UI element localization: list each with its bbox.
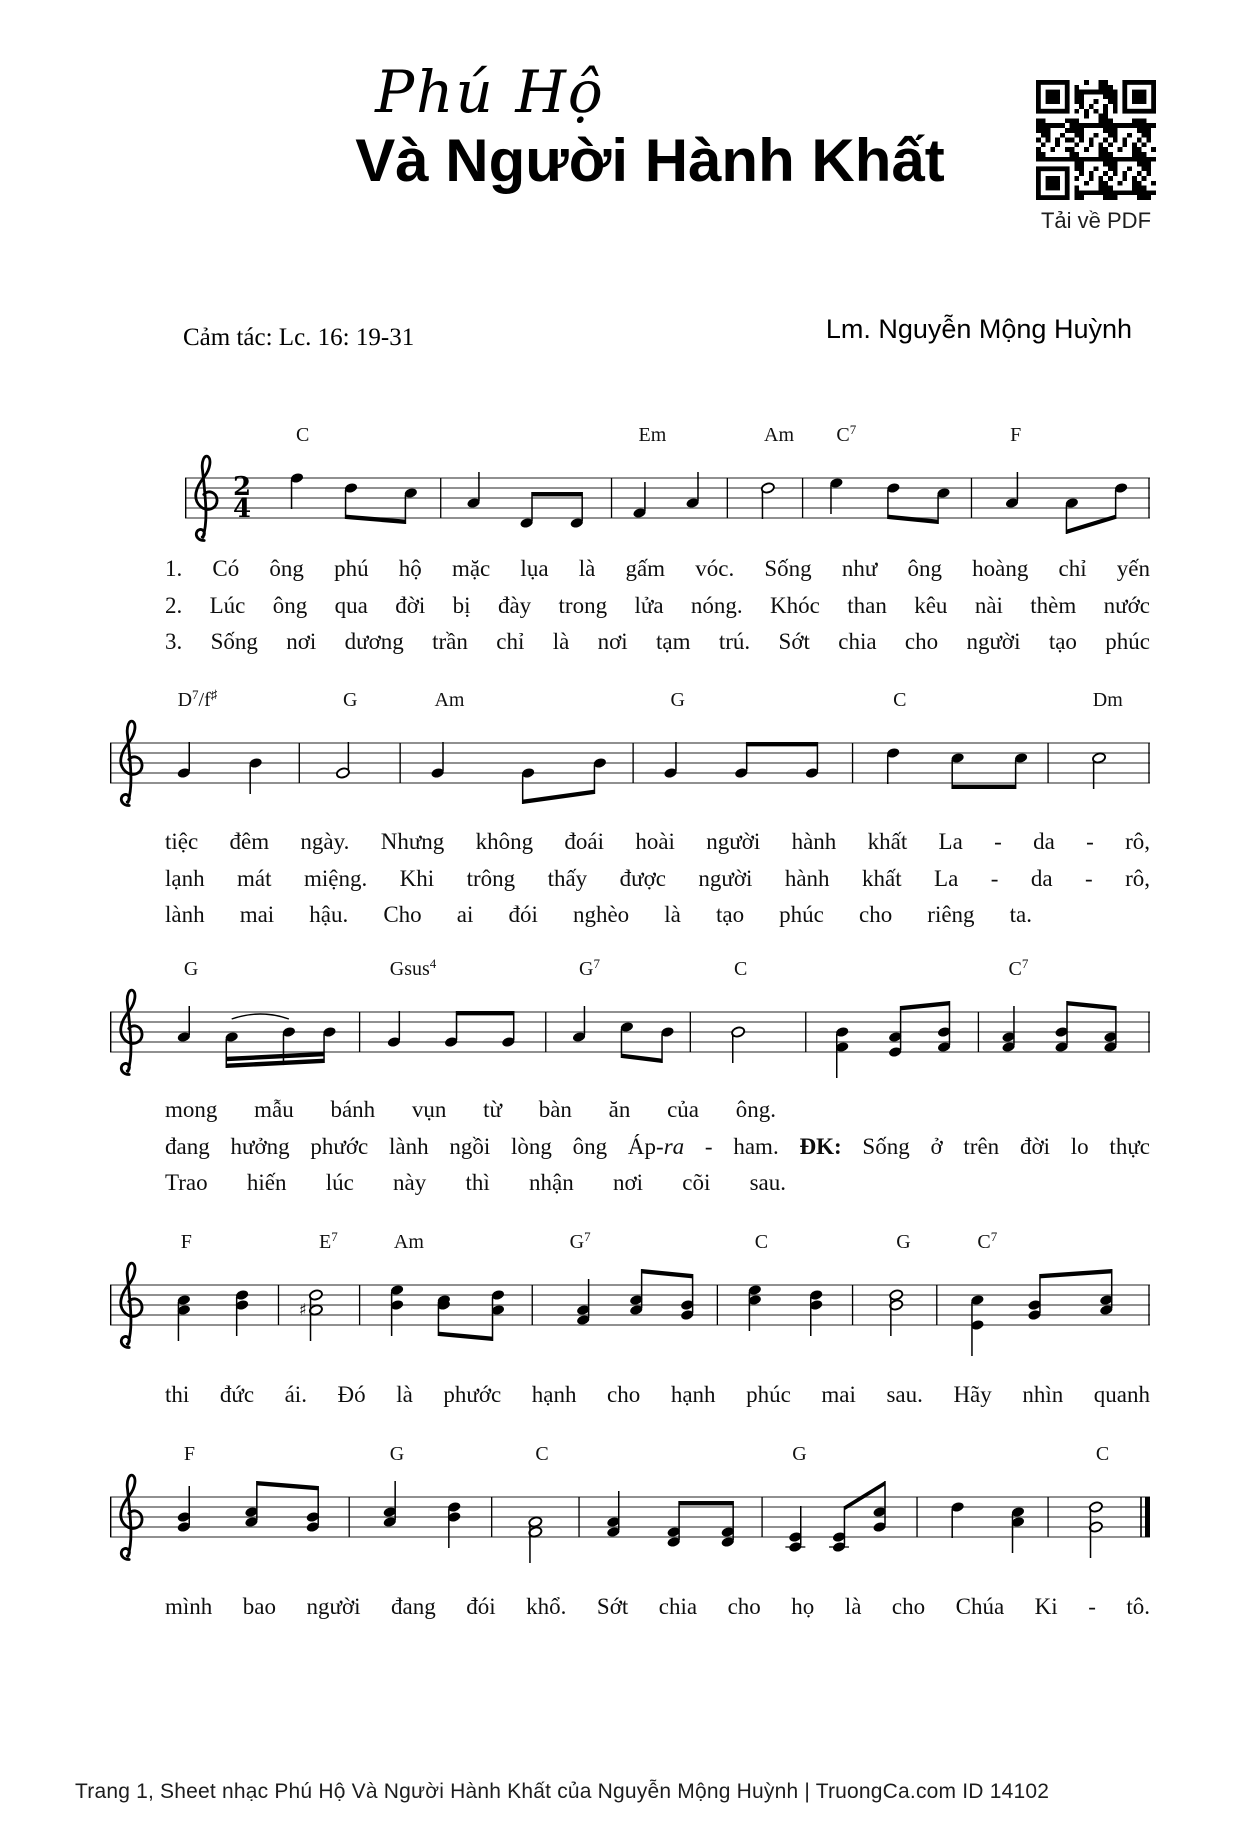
lyric-line: mình bao người đang đói khổ. Sớt chia cho họ là cho Chúa Ki - tô. [165, 1594, 1150, 1619]
lyric-line: Trao hiến lúc này thì nhận nơi cõi sau. [165, 1170, 786, 1195]
note [731, 1026, 745, 1063]
scripture-reference: Cảm tác: Lc. 16: 19-31 [183, 324, 415, 351]
chord-label: $G^7$ [569, 1229, 591, 1253]
lyric-line: tiệc đêm ngày. Nhưng không đoái hoài người hành khất La - da - rô, [165, 829, 1150, 854]
note [1099, 1269, 1113, 1316]
final-barline [1145, 1497, 1150, 1537]
note [177, 742, 191, 779]
chord-label: $D^7/f^♯$ [177, 687, 218, 711]
note [576, 1279, 590, 1326]
note [606, 1491, 620, 1538]
chord-label: C [734, 958, 748, 980]
note [886, 482, 900, 519]
note [336, 742, 350, 779]
chord-label: C [893, 689, 907, 711]
chord-label: G [896, 1231, 911, 1253]
note [809, 1289, 823, 1336]
note [235, 1289, 249, 1336]
chord-label: Am [393, 1231, 424, 1253]
note [447, 1501, 461, 1548]
note [937, 1001, 951, 1053]
note [528, 1516, 542, 1563]
beam [642, 1269, 693, 1278]
note [390, 1284, 404, 1336]
beam [844, 1481, 885, 1510]
beam [457, 1011, 514, 1015]
note [1114, 482, 1128, 519]
lyric-line: mong mẫu bánh vụn từ bàn ăn của ông. [165, 1097, 776, 1122]
note [306, 1486, 320, 1533]
note [224, 1031, 238, 1068]
note [1027, 1274, 1041, 1321]
chord-label: Em [638, 424, 667, 446]
note [680, 1274, 694, 1321]
page-footer: Trang 1, Sheet nhạc Phú Hộ Và Người Hành Khất của Nguyễn Mộng Huỳnh | TruongCa.com ID 14102 [75, 1780, 1050, 1803]
note [444, 1011, 458, 1048]
chord-label: C [295, 424, 310, 446]
beam [888, 515, 938, 524]
lyric-line: 3. Sống nơi dương trần chỉ là nơi tạm trú. Sớt chia cho người tạo phúc [165, 629, 1150, 654]
chord-label: $C^7$ [836, 422, 857, 446]
note [244, 1481, 258, 1528]
note [660, 1026, 674, 1063]
chord-label: G [792, 1443, 807, 1465]
note [748, 1284, 762, 1331]
composer-name: Lm. Nguyễn Mộng Huỳnh [825, 314, 1132, 344]
beam [901, 1001, 950, 1010]
chord-label: Dm [1092, 689, 1123, 711]
chord-label: F [180, 1231, 192, 1253]
beam [747, 742, 818, 746]
note [322, 1026, 336, 1063]
lyric-line: lành mai hậu. Cho ai đói nghèo là tạo phúc cho riêng ta. [165, 902, 1032, 927]
note [1054, 1001, 1068, 1053]
note [344, 482, 358, 519]
note [761, 482, 775, 519]
note [785, 1506, 805, 1553]
staff-system [110, 418, 1150, 573]
note [1001, 1006, 1015, 1053]
chord-label: G [183, 958, 199, 980]
chord-label: C [535, 1443, 549, 1465]
chord-label: $E^7$ [319, 1229, 338, 1253]
note [177, 1294, 191, 1341]
time-signature: 4 [232, 494, 252, 524]
note [593, 757, 607, 794]
note [734, 742, 748, 779]
staff-system [110, 683, 1150, 838]
note [282, 1026, 296, 1065]
beam [532, 492, 582, 496]
beam [257, 1481, 318, 1490]
note [970, 1294, 984, 1356]
chord-label: Gsus$^4$ [389, 956, 437, 980]
beam [438, 1332, 492, 1341]
note [1089, 1501, 1103, 1558]
note [829, 1506, 849, 1553]
lyric-line: 2. Lúc ông qua đời bị đày trong lửa nóng. Khóc than kêu nài thèm nước [165, 592, 1150, 618]
note [1103, 1006, 1117, 1053]
staff-system [110, 1437, 1150, 1592]
chord-label: Am [764, 424, 794, 446]
sharp-accidental: ♯ [298, 1300, 307, 1319]
chord-label: F [183, 1443, 195, 1465]
lyric-line: lạnh mát miệng. Khi trông thấy được người hành khất La - da - rô, [165, 865, 1150, 891]
beam [621, 1054, 662, 1063]
song-subtitle-script: Phú Hộ [375, 58, 605, 126]
note [629, 1269, 643, 1316]
note [663, 742, 677, 779]
note [666, 1501, 680, 1548]
chord-label: Am [434, 689, 465, 711]
qr-download-label[interactable]: Tải về PDF [1040, 208, 1152, 233]
note [889, 1289, 903, 1336]
song-title: Và Người Hành Khất [355, 127, 945, 194]
note [886, 747, 900, 784]
note [383, 1481, 397, 1528]
chord-label: G [389, 1443, 405, 1465]
lyric-line: 1. Có ông phú hộ mặc lụa là gấm vóc. Sống như ông hoàng chỉ yến [165, 556, 1150, 581]
chord-label: $C^7$ [1008, 956, 1029, 980]
note [248, 757, 262, 794]
lyric-line: đang hưởng phước lành ngồi lòng ông Áp-ra - ham. ĐK: Sống ở trên đời lo thực [165, 1133, 1150, 1159]
chord-label: C [1095, 1443, 1110, 1465]
chord-label: G [670, 689, 686, 711]
note [950, 1501, 964, 1538]
note [387, 1011, 401, 1048]
beam [346, 515, 406, 524]
beam [1067, 1001, 1116, 1010]
staff-system [110, 952, 1150, 1107]
note [805, 742, 819, 779]
beam [679, 1501, 733, 1505]
tie-slur [232, 1014, 289, 1019]
time-signature: 2 [232, 472, 252, 502]
chord-label: G [342, 689, 358, 711]
beam [1040, 1269, 1112, 1278]
staff-system [110, 1225, 1150, 1380]
note [501, 1011, 515, 1048]
chord-label: C [754, 1231, 769, 1253]
beam [952, 785, 1015, 789]
beam [523, 790, 595, 804]
note [430, 742, 444, 779]
note [1011, 1506, 1025, 1553]
chord-label: $G^7$ [579, 956, 600, 980]
note [177, 1486, 191, 1533]
note [721, 1501, 735, 1548]
lyric-line: thi đức ái. Đó là phước hạnh cho hạnh phúc mai sau. Hãy nhìn quanh [165, 1382, 1150, 1407]
chord-label: F [1010, 424, 1022, 446]
chord-label: $C^7$ [977, 1229, 998, 1253]
note [290, 472, 304, 509]
